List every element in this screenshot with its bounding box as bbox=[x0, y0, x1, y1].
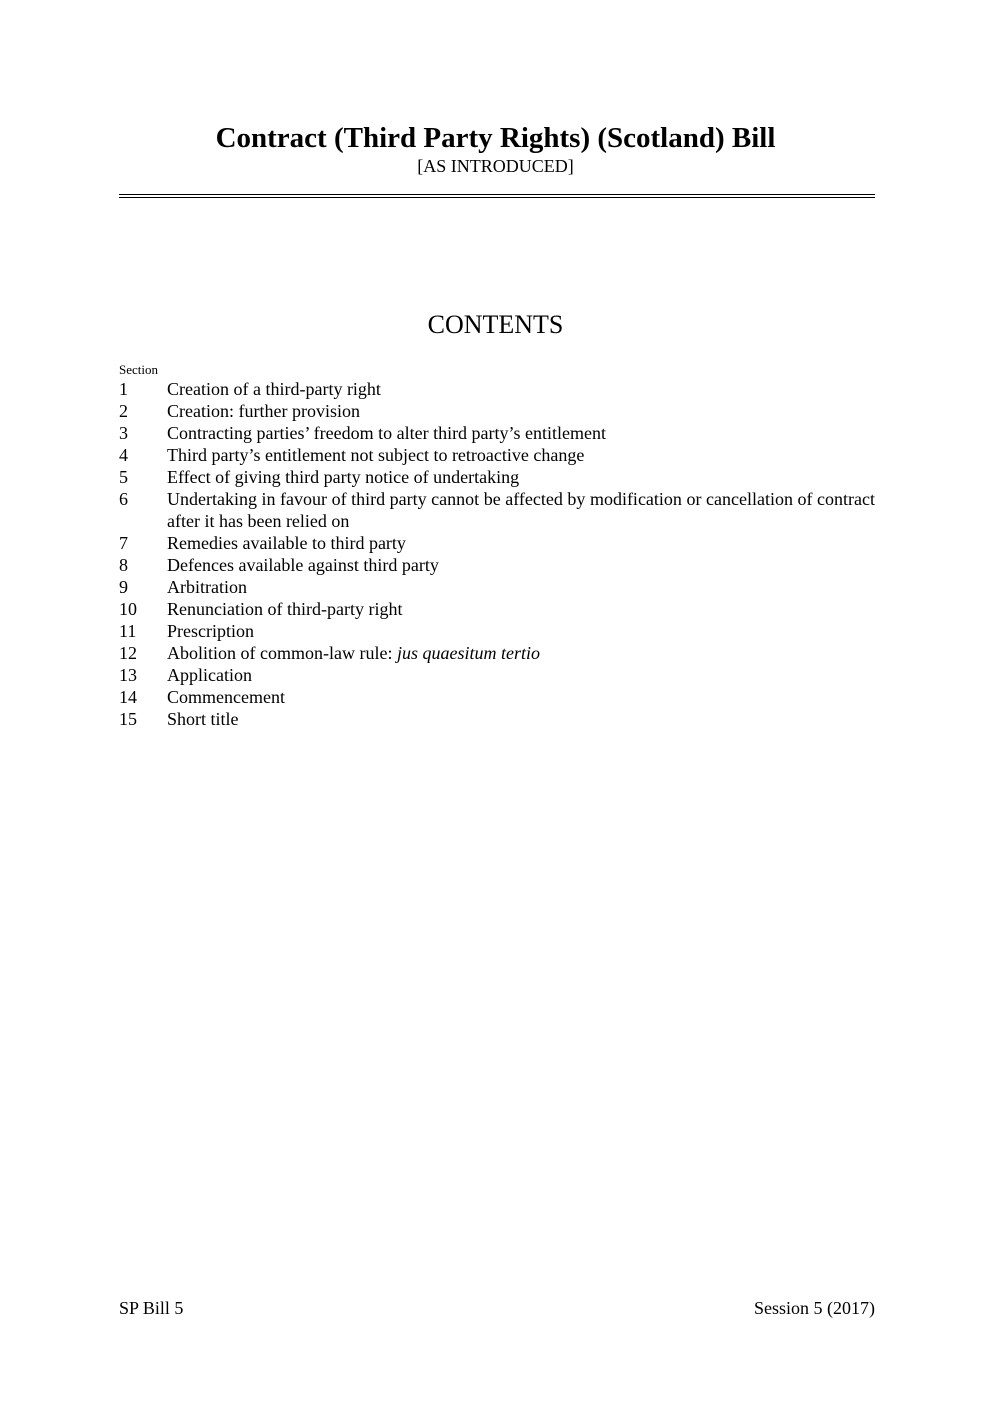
toc-entry bbox=[119, 642, 875, 664]
toc-entry bbox=[119, 488, 875, 532]
section-title-text: Contracting parties’ freedom to alter third party’s entitlement bbox=[167, 423, 607, 443]
toc-entry bbox=[119, 686, 875, 708]
section-title bbox=[167, 466, 875, 488]
section-number: 6 bbox=[119, 489, 128, 509]
section-number: 14 bbox=[119, 687, 137, 707]
section-title-text: Renunciation of third-party right bbox=[167, 599, 403, 619]
bill-title: Contract (Third Party Rights) (Scotland) Bill bbox=[215, 122, 776, 154]
table-of-contents bbox=[119, 378, 875, 730]
section-label: Section bbox=[119, 362, 158, 377]
section-title bbox=[167, 488, 875, 532]
section-title bbox=[167, 532, 875, 554]
section-number: 11 bbox=[119, 621, 137, 641]
section-title-text: Application bbox=[167, 665, 252, 685]
section-title bbox=[167, 620, 875, 642]
toc-entry bbox=[119, 444, 875, 466]
session: Session 5 (2017) bbox=[754, 1298, 875, 1318]
section-title bbox=[167, 444, 875, 466]
section-title bbox=[167, 576, 875, 598]
toc-entry bbox=[119, 422, 875, 444]
toc-entry bbox=[119, 554, 875, 576]
section-number: 12 bbox=[119, 643, 137, 663]
section-title-text: Short title bbox=[167, 709, 239, 729]
toc-entry bbox=[119, 532, 875, 554]
section-title-text: Remedies available to third party bbox=[167, 533, 406, 553]
toc-entry bbox=[119, 400, 875, 422]
section-number: 15 bbox=[119, 709, 137, 729]
section-number: 10 bbox=[119, 599, 137, 619]
section-title bbox=[167, 400, 875, 422]
section-title-text: Abolition of common-law rule: bbox=[167, 643, 397, 663]
toc-entry bbox=[119, 598, 875, 620]
section-number: 1 bbox=[119, 379, 128, 399]
toc-entry bbox=[119, 708, 875, 730]
toc-entry bbox=[119, 664, 875, 686]
section-title-text: Defences available against third party bbox=[167, 555, 439, 575]
section-number: 7 bbox=[119, 533, 128, 553]
section-title-text: Undertaking in favour of third party cannot be affected by modification or cancellation of contract after it has been relied on bbox=[167, 489, 875, 531]
section-title bbox=[167, 378, 875, 400]
section-number: 4 bbox=[119, 445, 128, 465]
toc-entry bbox=[119, 466, 875, 488]
section-title-text: Prescription bbox=[167, 621, 254, 641]
toc-entry bbox=[119, 576, 875, 598]
section-title bbox=[167, 598, 875, 620]
section-title-text: Commencement bbox=[167, 687, 285, 707]
section-title bbox=[167, 554, 875, 576]
divider-bottom bbox=[119, 197, 875, 198]
section-number: 8 bbox=[119, 555, 128, 575]
section-title bbox=[167, 708, 875, 730]
section-title bbox=[167, 664, 875, 686]
section-number: 3 bbox=[119, 423, 128, 443]
toc-entry bbox=[119, 378, 875, 400]
section-title-italic: jus quaesitum tertio bbox=[396, 643, 540, 663]
section-number: 5 bbox=[119, 467, 128, 487]
toc-entry bbox=[119, 620, 875, 642]
section-title bbox=[167, 642, 875, 664]
bill-status: [AS INTRODUCED] bbox=[417, 156, 574, 176]
section-title-text: Third party’s entitlement not subject to retroactive change bbox=[167, 445, 585, 465]
bill-number: SP Bill 5 bbox=[119, 1298, 184, 1318]
section-number: 13 bbox=[119, 665, 137, 685]
section-title-text: Creation of a third-party right bbox=[167, 379, 381, 399]
section-title bbox=[167, 686, 875, 708]
contents-heading: CONTENTS bbox=[427, 310, 564, 339]
section-title-text: Creation: further provision bbox=[167, 401, 360, 421]
divider-top bbox=[119, 194, 875, 195]
section-number: 9 bbox=[119, 577, 128, 597]
section-number: 2 bbox=[119, 401, 128, 421]
section-title-text: Arbitration bbox=[167, 577, 247, 597]
section-title bbox=[167, 422, 875, 444]
section-title-text: Effect of giving third party notice of undertaking bbox=[167, 467, 520, 487]
